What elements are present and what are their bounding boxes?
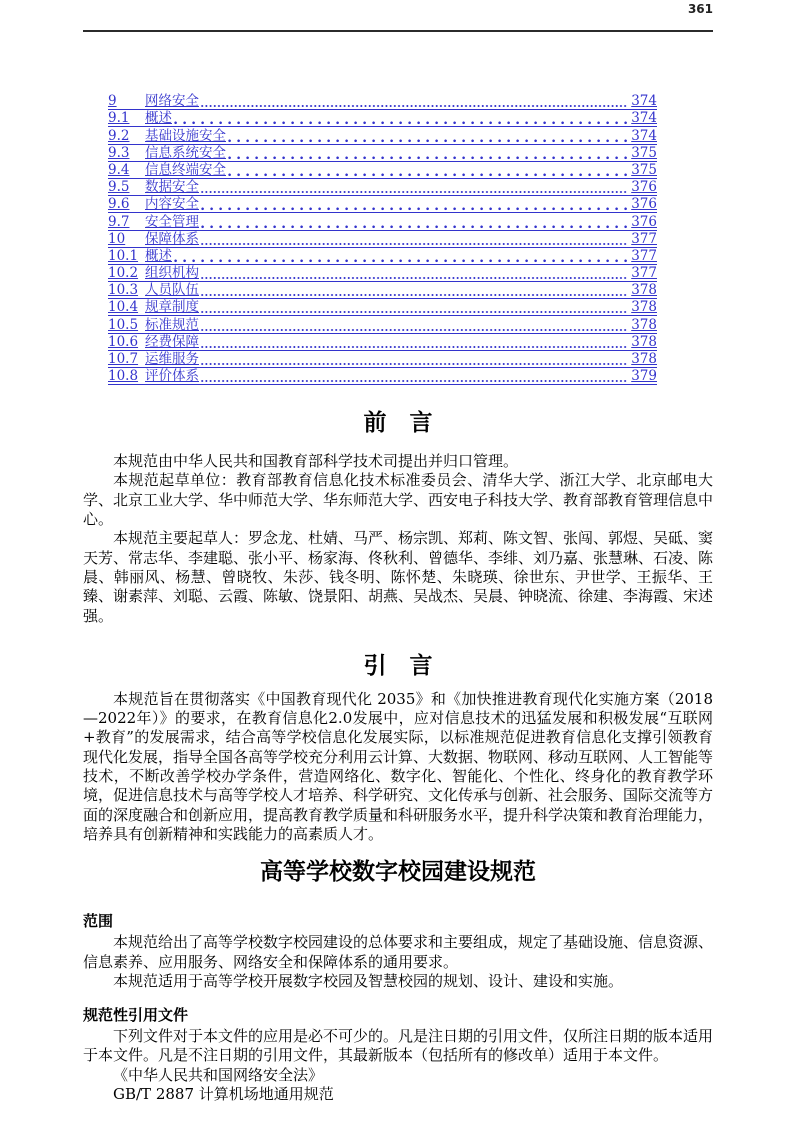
toc-entry-title: 标准规范 — [145, 316, 199, 333]
toc-entry-number: 10.2 — [108, 265, 139, 282]
reference-item: GB/T 2887 计算机场地通用规范 — [113, 1085, 334, 1104]
section-heading-scope: 范围 — [83, 912, 114, 931]
toc-entry-10-7[interactable] — [108, 352, 657, 368]
toc-entry-title: 内容安全 — [145, 196, 199, 213]
toc-entry-number: 10.3 — [108, 282, 139, 299]
toc-entry-10-1[interactable] — [108, 249, 657, 265]
toc-entry-10-6[interactable] — [108, 335, 657, 351]
reference-item: 《中华人民共和国网络安全法》 — [113, 1065, 324, 1084]
toc-entry-number: 9.4 — [108, 161, 130, 178]
toc-entry-title: 概述 — [145, 110, 172, 127]
toc-entry-number: 9.1 — [108, 110, 130, 127]
toc-entry-page: 378 — [631, 316, 657, 333]
references-paragraph: 下列文件对于本文件的应用是必不可少的。凡是注日期的引用文件，仅所注日期的版本适用于本文件。凡是不注日期的引用文件，其最新版本（包括所有的修改单）适用于本文件。 — [83, 1027, 714, 1065]
introduction-title: 引 言 — [363, 652, 433, 679]
toc-entry-number: 9.5 — [108, 179, 130, 196]
toc-entry-10-3[interactable] — [108, 283, 657, 299]
toc-entry-number: 10.6 — [108, 333, 139, 350]
toc-entry-page: 378 — [631, 351, 657, 367]
toc-entry-9-7[interactable] — [108, 214, 657, 230]
toc-entry-page: 376 — [631, 179, 657, 196]
toc-entry-page: 374 — [631, 93, 657, 110]
toc-entry-number: 10 — [108, 230, 126, 247]
table-of-contents — [108, 94, 657, 385]
foreword-paragraph: 本规范由中华人民共和国教育部科学技术司提出并归口管理。 — [113, 452, 519, 471]
toc-entry-page: 376 — [631, 213, 657, 230]
introduction-paragraph: 本规范旨在贯彻落实《中国教育现代化 2035》和《加快推进教育现代化实施方案（2018—2022年）》的要求，在教育信息化2.0发展中，应对信息技术的迅猛发展和积极发展“互联网+教育”的发展需求，结合高等学校信息化发展实际，以标准规范促进教育信息化支撑引领教育现代化发展，指导全国各高等学校充分利用云计算、大数据、物联网、移动互联网、人工智能等技术，不断改善学校办学条件，营造网络化、数字化、智能化、个性化、终身化的教育教学环境，促进信息技术与高等学校人才培养、科学研究、文化传承与创新、社会服务、国际交流等方面的深度融合和创新应用，提高教育教学质量和科研服务水平，提升科学决策和教育治理能力，培养具有创新精神和实践能力的高素质人才。 — [83, 689, 714, 843]
toc-entry-title: 运维服务 — [145, 351, 199, 367]
page-number: 361 — [687, 2, 713, 16]
toc-entry-title: 安全管理 — [145, 213, 199, 230]
toc-entry-number: 9 — [108, 93, 117, 110]
scope-paragraph: 本规范给出了高等学校数字校园建设的总体要求和主要组成，规定了基础设施、信息资源、信息素养、应用服务、网络安全和保障体系的通用要求。 — [83, 933, 714, 971]
toc-entry-page: 379 — [631, 368, 657, 385]
toc-entry-title: 数据安全 — [145, 179, 199, 196]
toc-entry-page: 378 — [631, 299, 657, 316]
toc-entry-page: 374 — [631, 127, 657, 144]
toc-entry-9-5[interactable] — [108, 180, 657, 196]
toc-entry-number: 10.1 — [108, 247, 139, 264]
toc-entry-9-4[interactable] — [108, 163, 657, 179]
toc-entry-title: 信息终端安全 — [145, 161, 226, 178]
toc-entry-title: 人员队伍 — [145, 282, 199, 299]
toc-entry-number: 9.6 — [108, 196, 130, 213]
toc-entry-title: 保障体系 — [145, 230, 199, 247]
toc-entry-title: 概述 — [145, 247, 172, 264]
toc-entry-9-6[interactable] — [108, 197, 657, 213]
toc-entry-number: 9.3 — [108, 144, 130, 161]
toc-entry-number: 10.7 — [108, 351, 139, 367]
document-title: 高等学校数字校园建设规范 — [260, 859, 536, 886]
toc-entry-10-5[interactable] — [108, 317, 657, 333]
toc-entry-10-8[interactable] — [108, 369, 657, 385]
toc-entry-page: 374 — [631, 110, 657, 127]
toc-entry-page: 377 — [631, 265, 657, 282]
toc-entry-title: 信息系统安全 — [145, 144, 226, 161]
foreword-paragraph: 本规范主要起草人：罗念龙、杜婧、马严、杨宗凯、郑莉、陈文智、张闯、郭煜、吴砥、窦天芳、常志华、李建聪、张小平、杨家海、佟秋利、曾德华、李绯、刘乃嘉、张慧琳、石凌、陈晨、韩丽风、杨慧、曾晓牧、朱莎、钱冬明、陈怀楚、朱晓瑛、徐世东、尹世学、王振华、王臻、谢素萍、刘聪、云霞、陈敏、饶景阳、胡燕、吴战杰、吴晨、钟晓流、徐建、李海霞、宋述强。 — [83, 529, 714, 625]
toc-entry-page: 378 — [631, 333, 657, 350]
toc-entry-title: 基础设施安全 — [145, 127, 226, 144]
foreword-paragraph: 本规范起草单位：教育部教育信息化技术标准委员会、清华大学、浙江大学、北京邮电大学、北京工业大学、华中师范大学、华东师范大学、西安电子科技大学、教育部教育管理信息中心。 — [83, 471, 714, 529]
toc-entry-10-4[interactable] — [108, 300, 657, 316]
toc-entry-number: 9.2 — [108, 127, 130, 144]
section-heading-references: 规范性引用文件 — [83, 1006, 189, 1025]
toc-entry-9-1[interactable] — [108, 111, 657, 127]
toc-entry-9-3[interactable] — [108, 146, 657, 162]
foreword-title: 前 言 — [363, 410, 433, 437]
toc-entry-10-2[interactable] — [108, 266, 657, 282]
toc-entry-9[interactable] — [108, 94, 657, 110]
toc-entry-title: 规章制度 — [145, 299, 199, 316]
toc-entry-number: 10.4 — [108, 299, 139, 316]
scope-paragraph: 本规范适用于高等学校开展数字校园及智慧校园的规划、设计、建设和实施。 — [113, 971, 624, 990]
toc-entry-page: 377 — [631, 230, 657, 247]
header-rule — [83, 30, 713, 32]
toc-entry-title: 评价体系 — [145, 368, 199, 385]
toc-entry-title: 经费保障 — [145, 333, 199, 350]
toc-entry-page: 376 — [631, 196, 657, 213]
toc-entry-page: 377 — [631, 247, 657, 264]
toc-entry-title: 组织机构 — [145, 265, 199, 282]
toc-entry-number: 9.7 — [108, 213, 130, 230]
toc-entry-9-2[interactable] — [108, 128, 657, 144]
toc-entry-10[interactable] — [108, 232, 657, 248]
toc-entry-page: 375 — [631, 161, 657, 178]
toc-entry-title: 网络安全 — [145, 93, 199, 110]
toc-entry-page: 378 — [631, 282, 657, 299]
toc-entry-page: 375 — [631, 144, 657, 161]
page-content — [83, 94, 713, 1104]
toc-entry-number: 10.8 — [108, 368, 139, 385]
toc-entry-number: 10.5 — [108, 316, 139, 333]
